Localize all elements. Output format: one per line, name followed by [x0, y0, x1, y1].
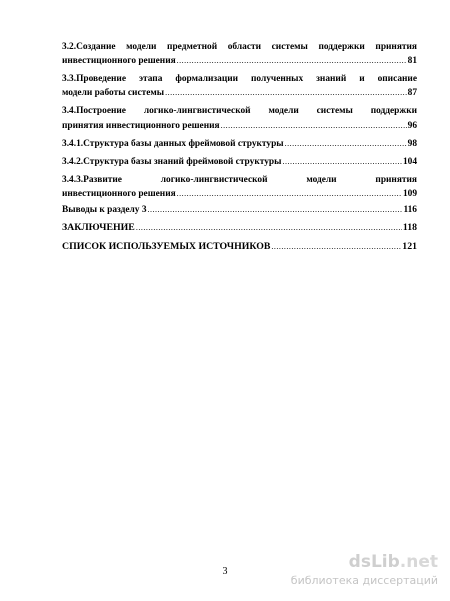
- toc-entry-title: модели работы системы: [62, 88, 165, 99]
- toc-entry-conclusions-3: [62, 203, 417, 217]
- toc-entry-3-4-3: [62, 173, 417, 201]
- toc-entry-conclusion: [62, 221, 417, 236]
- toc-entry-heading: 3.3.Проведение этапа формализации полученных знаний и описание: [62, 74, 417, 85]
- toc-entry-3-4-1: [62, 137, 417, 151]
- toc-entry-heading: 3.4.3.Развитие логико-лингвистической модели принятия: [62, 174, 417, 185]
- dot-leader: [177, 188, 402, 200]
- dot-leader: [136, 222, 402, 234]
- toc-entry-3-4: [62, 104, 417, 132]
- watermark-logo: dsLib.net: [348, 552, 438, 572]
- toc-entry-3-3: [62, 72, 417, 100]
- toc-entry-title: 3.4.2.Структура базы знаний фреймовой структуры: [62, 156, 282, 167]
- toc-entry-title: СПИСОК ИСПОЛЬЗУЕМЫХ ИСТОЧНИКОВ: [62, 240, 271, 252]
- toc-entry-title: инвестиционного решения: [62, 56, 176, 67]
- toc-entry-title: ЗАКЛЮЧЕНИЕ: [62, 222, 135, 234]
- toc-page-number: 104: [402, 156, 417, 167]
- toc-entry-heading: 3.4.Построение логико-лингвистической модели системы поддержки: [62, 106, 417, 117]
- toc-entry-title: принятия инвестиционного решения: [62, 120, 220, 131]
- toc-page-number: 121: [402, 240, 417, 252]
- toc-page-number: 87: [407, 88, 417, 99]
- toc-page-number: 109: [402, 188, 417, 199]
- dot-leader: [221, 120, 407, 132]
- toc-entry-title: инвестиционного решения: [62, 188, 176, 199]
- toc-page-number: 81: [407, 56, 417, 67]
- page-number: 3: [222, 566, 228, 577]
- toc-entry-heading: 3.2.Создание модели предметной области системы поддержки принятия: [62, 42, 417, 52]
- toc-page-number: 96: [407, 120, 417, 131]
- dot-leader: [165, 87, 407, 99]
- table-of-contents: [62, 40, 417, 255]
- toc-entry-title: Выводы к разделу 3: [62, 205, 147, 216]
- toc-page-number: 98: [407, 138, 417, 149]
- watermark-subtitle: библиотека диссертаций: [290, 574, 438, 587]
- toc-page-number: 118: [402, 222, 417, 234]
- toc-entry-title: 3.4.1.Структура базы данных фреймовой структуры: [62, 138, 284, 149]
- dot-leader: [285, 138, 407, 150]
- dot-leader: [177, 55, 407, 67]
- dot-leader: [282, 156, 402, 168]
- toc-page-number: 116: [403, 205, 417, 216]
- toc-entry-references: [62, 240, 417, 255]
- dot-leader: [271, 241, 401, 253]
- toc-entry-3-4-2: [62, 155, 417, 169]
- watermark: [291, 554, 438, 587]
- toc-entry-3-2: [62, 40, 417, 68]
- dot-leader: [148, 204, 403, 216]
